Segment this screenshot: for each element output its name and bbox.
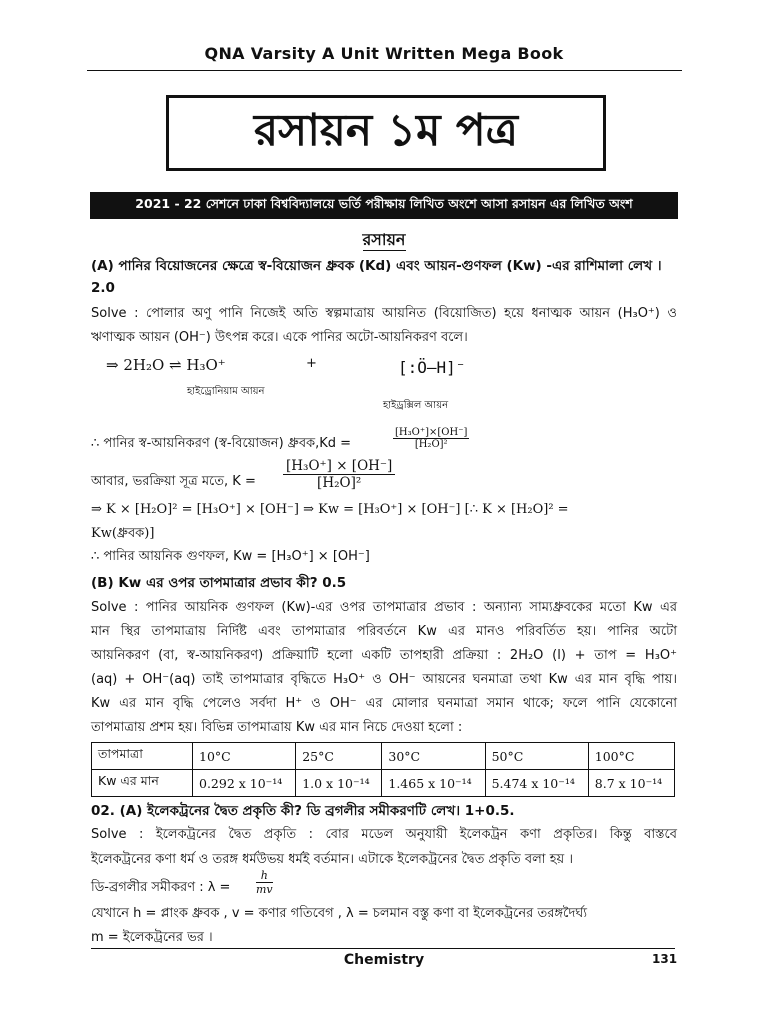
- derivation-line-1: ⇒ K × [H₂O]² = [H₃O⁺] × [OH⁻] ⇒ Kw = [H₃O⁺] × [OH⁻] [∴ K × [H₂O]² =: [91, 502, 569, 517]
- table-row: [92, 770, 675, 797]
- table-cell: Kw এর মান: [92, 770, 193, 797]
- q2-question: 02. (A) ইলেকট্রনের দ্বৈত প্রকৃতি কী? ডি ব্রগলীর সমীকরণটি লেখ। 1+0.5.: [91, 803, 515, 819]
- chapter-title-box: [166, 95, 606, 171]
- table-header-cell: 100°C: [588, 743, 674, 770]
- table-cell: 5.474 x 10⁻¹⁴: [485, 770, 588, 797]
- table-row: [92, 743, 675, 770]
- page-number: 131: [652, 952, 678, 966]
- footer-rule: [91, 948, 675, 949]
- q1-solve-line-2: ঋণাত্মক আয়ন (OH⁻) উৎপন্ন করে। একে পানির অটো-আয়নিকরণ বলে।: [91, 330, 468, 345]
- debroglie-fraction: [256, 869, 273, 896]
- session-banner: 2021 - 22 সেশনে ঢাকা বিশ্ববিদ্যালয়ে ভর্তি পরীক্ষায় লিখিত অংশে আসা রসায়ন এর লিখিত অংশ: [90, 192, 678, 219]
- subject-heading-text: রসায়ন: [362, 230, 406, 249]
- q1b-question: (B) Kw এর ওপর তাপমাত্রার প্রভাব কী? 0.5: [91, 575, 347, 591]
- table-header-cell: 50°C: [485, 743, 588, 770]
- table-cell: 1.0 x 10⁻¹⁴: [296, 770, 382, 797]
- q2-para-line-2: ইলেকট্রনের কণা ধর্ম ও তরঙ্গ ধর্মউভয় ধর্মই বর্তমান। এটাকে ইলেকট্রনের দ্বৈত প্রকৃতি বলা হয় ।: [91, 852, 573, 867]
- q1b-para-line-5: Kw এর মান বৃদ্ধি পেলেও সর্বদা H⁺ ও OH⁻ এর মোলার ঘনমাত্রা সমান থাকে; ফলে পানি যেকোনো: [91, 696, 677, 711]
- kd-expression-label: ∴ পানির স্ব-আয়নিকরণ (স্ব-বিয়োজন) ধ্রুবক,Kd =: [91, 436, 352, 451]
- book-title: QNA Varsity A Unit Written Mega Book: [204, 44, 564, 63]
- q1-question: (A) পানির বিয়োজনের ক্ষেত্রে স্ব-বিয়োজন ধ্রুবক (Kd) এবং আয়ন-গুণফল (Kw) -এর রাশিমালা লেখ ।: [91, 258, 662, 274]
- q2-where-line: যেখানে h = প্লাংক ধ্রুবক , v = কণার গতিবেগ , λ = চলমান বস্তু কণা বা ইলেকট্রনের তরঙ্গদৈর্ঘ্য: [91, 906, 588, 921]
- derivation-line-2: Kw(ধ্রুবক)]: [91, 526, 155, 541]
- k-denominator: [H₂O]²: [317, 475, 362, 491]
- q1-marks: 2.0: [91, 280, 115, 296]
- q1b-para-line-6: তাপমাত্রায় প্রশম হয়। বিভিন্ন তাপমাত্রায় Kw এর মান নিচে দেওয়া হলো :: [91, 720, 463, 735]
- table-header-cell: 30°C: [382, 743, 485, 770]
- q2-para-line-1: Solve : ইলেকট্রনের দ্বৈত প্রকৃতি : বোর মডেল অনুযায়ী ইলেকট্রন কণা প্রকৃতির। কিন্তু বাস্তবে: [91, 827, 677, 842]
- k-expression-label: আবার, ভরক্রিয়া সূত্র মতে, K =: [91, 474, 256, 489]
- k-fraction: [283, 458, 395, 491]
- q1-equation: ⇒ 2H₂O ⇌ H₃O⁺: [106, 356, 226, 374]
- hydroxyl-lewis-structure: [:Ö—H]⁻: [398, 358, 466, 377]
- hydronium-label: হাইড্রোনিয়াম আয়ন: [187, 386, 265, 397]
- kd-fraction: [393, 427, 469, 450]
- k-numerator: [H₃O⁺] × [OH⁻]: [283, 458, 395, 475]
- kd-denominator: [H₂O]²: [414, 439, 448, 450]
- footer-subject: Chemistry: [343, 952, 425, 968]
- kw-expression: ∴ পানির আয়নিক গুণফল, Kw = [H₃O⁺] × [OH⁻]: [91, 549, 370, 564]
- chapter-title: রসায়ন ১ম পত্র: [253, 104, 519, 156]
- q1-plus: +: [306, 356, 317, 371]
- header-rule: [87, 70, 682, 71]
- q1-solve-line-1: Solve : পোলার অণু পানি নিজেই অতি স্বল্পমাত্রায় আয়নিত (বিয়োজিত) হয়ে ধনাত্মক আয়ন (H₃O⁺) ও: [91, 306, 677, 321]
- table-header-cell: 10°C: [193, 743, 296, 770]
- table-cell: 0.292 x 10⁻¹⁴: [193, 770, 296, 797]
- kd-numerator: [H₃O⁺]×[OH⁻]: [395, 427, 468, 438]
- table-cell: 8.7 x 10⁻¹⁴: [588, 770, 674, 797]
- hydroxyl-label: হাইড্রক্সিল আয়ন: [383, 400, 449, 411]
- debroglie-numerator: h: [256, 869, 273, 883]
- q1b-para-line-1: Solve : পানির আয়নিক গুণফল (Kw)-এর ওপর তাপমাত্রার প্রভাব : অন্যান্য সাম্যধ্রুবকের মতো Kw এর: [91, 600, 677, 615]
- table-header-cell: তাপমাত্রা: [92, 743, 193, 770]
- q1b-para-line-2: মান স্থির তাপমাত্রায় নির্দিষ্ট এবং তাপমাত্রার পরিবর্তনে Kw এর মানও পরিবর্তিত হয়। পানির অটো: [91, 624, 677, 639]
- q1b-para-line-4: (aq) + OH⁻(aq) তাই তাপমাত্রার বৃদ্ধিতে H₃O⁺ ও OH⁻ আয়নের ঘনমাত্রা তথা Kw এর মান বৃদ্ধি পায়।: [91, 672, 677, 687]
- debroglie-denominator: mv: [256, 883, 273, 896]
- q1b-para-line-3: আয়নিকরণ (বা, স্ব-আয়নিকরণ) প্রক্রিয়াটি হলো একটি তাপহারী প্রক্রিয়া : 2H₂O (l) + তাপ = H₃O⁺: [91, 648, 677, 663]
- subject-heading: [0, 227, 768, 254]
- q2-mass-line: m = ইলেকট্রনের ভর ।: [91, 930, 213, 945]
- debroglie-label: ডি-ব্রগলীর সমীকরণ : λ =: [91, 880, 231, 895]
- table-header-cell: 25°C: [296, 743, 382, 770]
- kw-temperature-table: [91, 742, 675, 797]
- table-cell: 1.465 x 10⁻¹⁴: [382, 770, 485, 797]
